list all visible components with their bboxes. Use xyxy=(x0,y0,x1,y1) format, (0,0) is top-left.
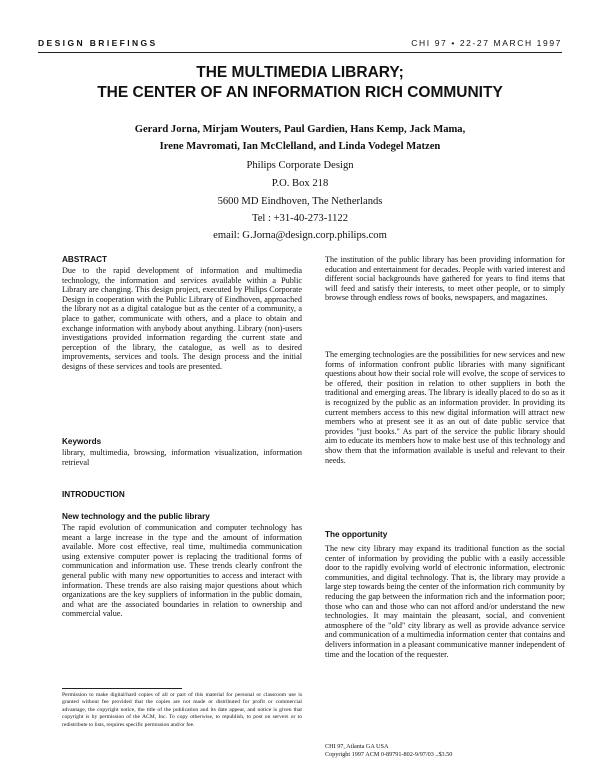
introduction-heading: INTRODUCTION xyxy=(62,490,125,499)
affiliation-phone: Tel : +31-40-273-1122 xyxy=(251,213,349,224)
abstract-body xyxy=(62,266,302,372)
right-text-1: The institution of the public library has been providing information for education and entertainment for decades. People with varied interest and different social backgrounds have gathered for years to find items that will feed and satisfy their interests, to meet other people, or to simply browse through endless rows of books, newspapers, and magazines. xyxy=(325,255,565,303)
right-paragraph-1 xyxy=(325,255,565,303)
introduction-subheading: New technology and the public library xyxy=(62,512,210,521)
authors-line-2: Irene Mavromati, Ian McClelland, and Linda Vodegel Matzen xyxy=(159,141,441,152)
abstract-text: Due to the rapid development of information and multimedia technology, the information and services available within a Public Library are changing. This design project, executed by Philips Corporate Design in cooperation with the Public Library of Eindhoven, approached the library not as a digital catalogue but as the center of a community, a place to gather, communicate with others, and a place to obtain and exchange information with anybody about anything. Library (non)-users investigations provided information regarding the current state and perception of the library, the catalogue, as well as to desired improvements, services and tools. The design process and the initial designs of these services and tools are presented. xyxy=(62,266,302,371)
affiliation-org: Philips Corporate Design xyxy=(246,160,354,171)
authors-line-1: Gerard Jorna, Mirjam Wouters, Paul Gardien, Hans Kemp, Jack Mama, xyxy=(134,124,466,135)
right-text-2: The emerging technologies are the possibilities for new services and new forms of information confront public libraries with many significant questions about how their social role will evolve, the scope of services to be offered, their position in relation to other suppliers in both the traditional and emerging areas. The library is ideally placed to do so as it is recognized by the public as an information provider. In providing its current members access to this new digital information will attract new members who at present see it as an out of date public service that provides "just books." As part of the service the public library should aim to educate its members how to make best use of this technology and show them that the information available is useful and relevant to their needs. xyxy=(325,350,565,465)
running-header xyxy=(38,38,562,53)
footnote-rule xyxy=(62,688,182,689)
keywords-heading: Keywords xyxy=(62,437,102,446)
section-label: DESIGN BRIEFINGS xyxy=(38,38,158,48)
introduction-text: The rapid evolution of communication and computer technology has meant a large increase in the type and the amount of information available. More cost effective, real time, multimedia communication using extensive computer power is replacing the traditional forms of communication and information use. These trends clearly confront the general public with many new opportunities to access and interact with information. These trends are also raising major questions about which organizations are the key suppliers of information in the public domain, and what are the associated boundaries in relation to ownership and commercial value. xyxy=(62,523,302,619)
right-paragraph-3 xyxy=(325,544,565,659)
affiliation-address-1: P.O. Box 218 xyxy=(271,178,329,189)
footer-block xyxy=(325,743,565,759)
conference-label: CHI 97 • 22-27 MARCH 1997 xyxy=(411,38,562,48)
keywords-body xyxy=(62,448,302,467)
affiliation-address-2: 5600 MD Eindhoven, The Netherlands xyxy=(217,196,383,207)
opportunity-heading: The opportunity xyxy=(325,530,388,539)
paper-title-line-2: THE CENTER OF AN INFORMATION RICH COMMUNITY xyxy=(97,84,503,101)
right-text-3: The new city library may expand its traditional function as the social center of information by providing the public with a easily accessible door to the rapidly evolving world of electronic information, electronic communities, and digital technology. That is, the library may provide a large step towards being the center of the information rich community by reducing the gap between the information rich and the information poor; those who can and those who can not afford and/or understand the new technologies. It may maintain the pleasant, social, and convenient atmosphere of the "old" city library as well as provide advance service and communication of a multimedia information center that contains and delivers information in a pleasant communicative manner independent of time and the location of the requester. xyxy=(325,544,565,659)
footer-line-2: Copyright 1997 ACM 0-89791-802-9/97/03 ..$3.50 xyxy=(325,751,453,758)
abstract-heading: ABSTRACT xyxy=(62,255,108,264)
permission-notice: Permission to make digital/hard copies of all or part of this material for personal or classroom use is granted without fee provided that the copies are not made or distributed for profit or commercial advantage, the copyright notice, the title of the publication and its date appear, and notice is given that copyright is by permission of the ACM, Inc. To copy otherwise, to republish, to post on servers or to redistribute to lists, requires specific permission and/or fee. xyxy=(62,692,302,728)
right-paragraph-2 xyxy=(325,350,565,465)
footer-line-1: CHI 97, Atlanta GA USA xyxy=(325,743,389,750)
paper-title-line-1: THE MULTIMEDIA LIBRARY; xyxy=(196,64,404,81)
introduction-body xyxy=(62,523,302,619)
keywords-text: library, multimedia, browsing, information visualization, information retrieval xyxy=(62,448,302,467)
affiliation-email: email: G.Jorna@design.corp.philips.com xyxy=(213,230,387,241)
